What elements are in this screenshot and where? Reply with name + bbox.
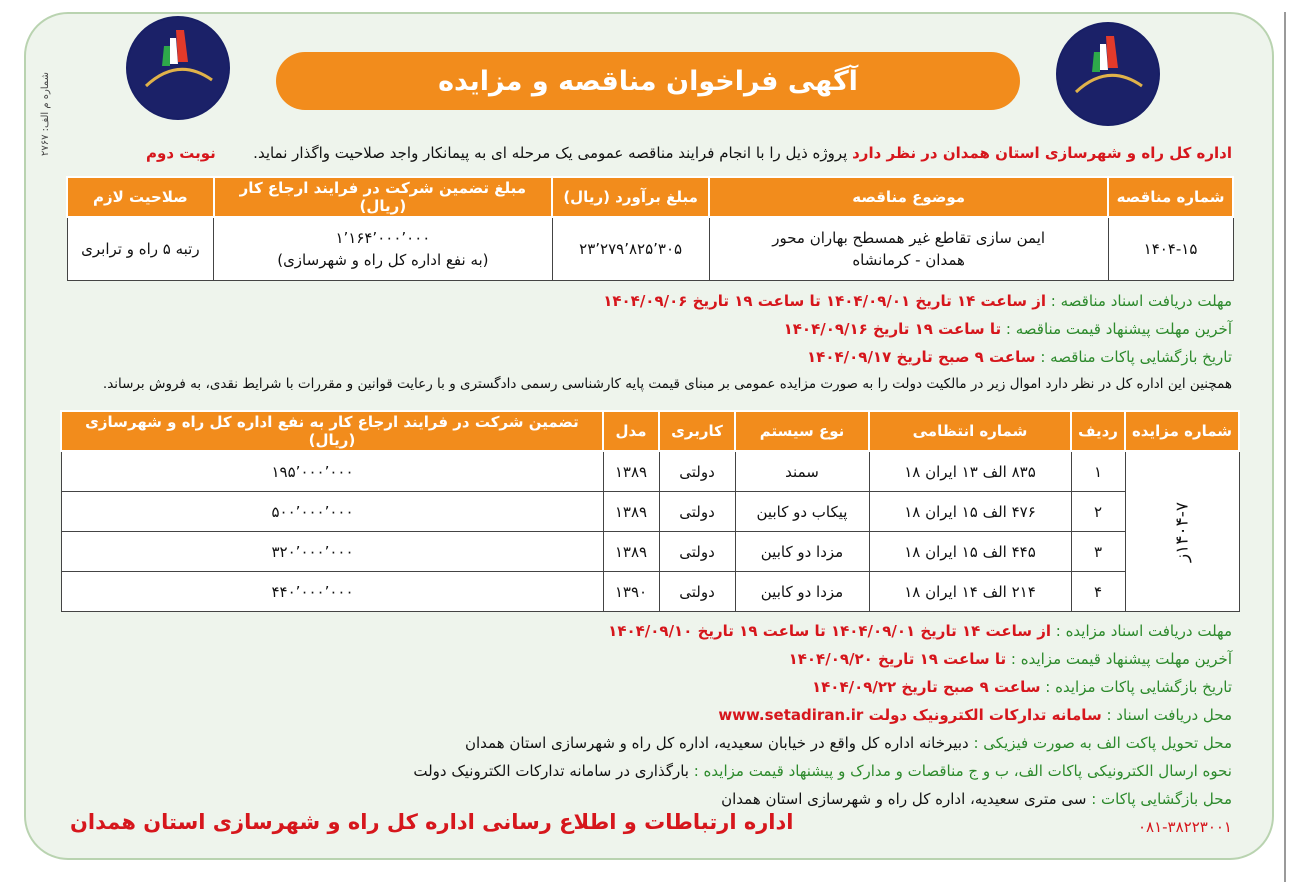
row-number: ۴ [1071,572,1125,612]
vehicle-system: مزدا دو کابین [735,572,869,612]
auction-number-text: ۱۴۰۴-۷ز [1172,501,1192,562]
auction-date-line [789,650,1232,668]
col-tender-number: شماره مناقصه [1108,177,1233,217]
col-tender-subject: موضوع مناقصه [709,177,1108,217]
tender-estimate: ۲۳٬۲۷۹٬۸۲۵٬۳۰۵ [552,217,709,281]
tender-qualification: رتبه ۵ راه و ترابری [67,217,214,281]
guarantee-beneficiary: (به نفع اداره کل راه و شهرسازی) [277,251,489,269]
ministry-logo-left [126,16,230,120]
date-label: محل دریافت اسناد : [1101,706,1232,724]
info-label: محل بازگشایی پاکات : [1086,790,1232,808]
info-value: دبیرخانه اداره کل واقع در خیابان سعیدیه، اداره کل راه و شهرسازی استان همدان [464,734,969,752]
info-line [721,790,1232,808]
info-line [413,762,1232,780]
date-label: مهلت دریافت اسناد مزایده : [1050,622,1232,640]
col-model: مدل [603,411,659,451]
round-label: نوبت دوم [146,144,216,162]
vehicle-system: سمند [735,451,869,492]
plate-number: ۴۴۵ الف ۱۵ ایران ۱۸ [869,532,1071,572]
date-value: از ساعت ۱۴ تاریخ ۱۴۰۴/۰۹/۰۱ تا ساعت ۱۹ تاریخ ۱۴۰۴/۰۹/۰۶ [603,292,1047,310]
vehicle-usage: دولتی [659,451,735,492]
intro-line [202,144,1232,162]
subject-line: همدان - کرمانشاه [852,251,965,269]
row-number: ۲ [1071,492,1125,532]
guarantee-amount: ۱٬۱۶۴٬۰۰۰٬۰۰۰ [335,229,431,247]
col-estimate: مبلغ برآورد (ریال) [552,177,709,217]
col-qualification: صلاحیت لازم [67,177,214,217]
tender-subject [709,217,1108,281]
date-label: تاریخ بازگشایی پاکات مناقصه : [1035,348,1232,366]
table-row [61,492,1239,532]
col-plate: شماره انتظامی [869,411,1071,451]
tender-table [66,176,1234,281]
tender-guarantee [214,217,552,281]
ministry-logo-right [1056,22,1160,126]
auction-intro: همچنین این اداره کل در نظر دارد اموال زیر در مالکیت دولت را به صورت مزایده عمومی بر مبنای قیمت پایه کارشناسی رسمی دادگستری و با رعایت قوانین و مقررات با شرایط نقدی، به فروش برساند. [102,376,1232,392]
vehicle-model: ۱۳۹۰ [603,572,659,612]
plate-number: ۲۱۴ الف ۱۴ ایران ۱۸ [869,572,1071,612]
info-label: نحوه ارسال الکترونیکی پاکات الف، ب و ج مناقصات و مدارک و پیشنهاد قیمت مزایده : [688,762,1232,780]
tender-date-line [807,348,1232,366]
tender-number: ۱۴۰۴-۱۵ [1108,217,1233,281]
documents-location-line [718,706,1232,724]
auction-guarantee: ۱۹۵٬۰۰۰٬۰۰۰ [61,451,603,492]
road-emblem-icon [1056,22,1160,126]
plate-number: ۸۳۵ الف ۱۳ ایران ۱۸ [869,451,1071,492]
auction-guarantee: ۴۴۰٬۰۰۰٬۰۰۰ [61,572,603,612]
auction-number [1125,451,1239,612]
date-value: تا ساعت ۱۹ تاریخ ۱۴۰۴/۰۹/۲۰ [788,650,1007,668]
tender-table-header [67,177,1233,217]
notice-title: آگهی فراخوان مناقصه و مزایده [276,52,1020,110]
info-line [465,734,1232,752]
date-value: تا ساعت ۱۹ تاریخ ۱۴۰۴/۰۹/۱۶ [783,320,1002,338]
date-value: از ساعت ۱۴ تاریخ ۱۴۰۴/۰۹/۰۱ تا ساعت ۱۹ تاریخ ۱۴۰۴/۰۹/۱۰ [608,622,1051,640]
auction-table [60,410,1240,612]
auction-date-line [608,622,1232,640]
date-label: تاریخ بازگشایی پاکات مزایده : [1040,678,1232,696]
date-label: آخرین مهلت پیشنهاد قیمت مناقصه : [1001,320,1232,338]
info-value: سی متری سعیدیه، اداره کل راه و شهرسازی استان همدان [721,790,1087,808]
subject-line: ایمن سازی تقاطع غیر همسطح بهاران محور [772,229,1046,247]
date-value: ساعت ۹ صبح تاریخ ۱۴۰۴/۰۹/۱۷ [807,348,1036,366]
tender-date-line [603,292,1232,310]
col-guarantee: مبلغ تضمین شرکت در فرایند ارجاع کار (ریال) [214,177,552,217]
date-label: مهلت دریافت اسناد مناقصه : [1046,292,1232,310]
vehicle-model: ۱۳۸۹ [603,492,659,532]
reference-number: شماره م الف: ۲۷۶۷ [40,72,51,157]
table-row [67,217,1233,281]
vehicle-usage: دولتی [659,572,735,612]
vehicle-model: ۱۳۸۹ [603,451,659,492]
row-number: ۱ [1071,451,1125,492]
info-label: محل تحویل پاکت الف به صورت فیزیکی : [968,734,1232,752]
auction-guarantee: ۵۰۰٬۰۰۰٬۰۰۰ [61,492,603,532]
vehicle-usage: دولتی [659,492,735,532]
intro-text: پروژه ذیل را با انجام فرایند مناقصه عمومی یک مرحله ای به پیمانکار واجد صلاحیت واگذار نماید. [253,144,853,162]
row-number: ۳ [1071,532,1125,572]
date-label: آخرین مهلت پیشنهاد قیمت مزایده : [1006,650,1232,668]
auction-table-header [61,411,1239,451]
intro-organization: اداره کل راه و شهرسازی استان همدان در نظر دارد [852,144,1232,162]
vehicle-usage: دولتی [659,532,735,572]
date-value: ساعت ۹ صبح تاریخ ۱۴۰۴/۰۹/۲۲ [812,678,1041,696]
setadiran-link[interactable]: سامانه تدارکات الکترونیک دولت www.setadiran.ir [718,706,1102,724]
table-row [61,572,1239,612]
col-auction-number: شماره مزایده [1125,411,1239,451]
table-row [61,532,1239,572]
vehicle-system: پیکاب دو کابین [735,492,869,532]
page-edge-rule [1284,12,1290,882]
vehicle-system: مزدا دو کابین [735,532,869,572]
col-system: نوع سیستم [735,411,869,451]
auction-guarantee: ۳۲۰٬۰۰۰٬۰۰۰ [61,532,603,572]
col-row: ردیف [1071,411,1125,451]
table-row [61,451,1239,492]
footer-department: اداره ارتباطات و اطلاع رسانی اداره کل راه و شهرسازی استان همدان [70,810,794,834]
plate-number: ۴۷۶ الف ۱۵ ایران ۱۸ [869,492,1071,532]
road-emblem-icon [126,16,230,120]
col-usage: کاربری [659,411,735,451]
auction-date-line [812,678,1232,696]
vehicle-model: ۱۳۸۹ [603,532,659,572]
col-auction-guarantee: تضمین شرکت در فرایند ارجاع کار به نفع اداره کل راه و شهرسازی (ریال) [61,411,603,451]
tender-date-line [784,320,1232,338]
info-value: بارگذاری در سامانه تدارکات الکترونیک دولت [413,762,689,780]
phone-number: ۰۸۱-۳۸۲۲۳۰۰۱ [1137,818,1232,836]
